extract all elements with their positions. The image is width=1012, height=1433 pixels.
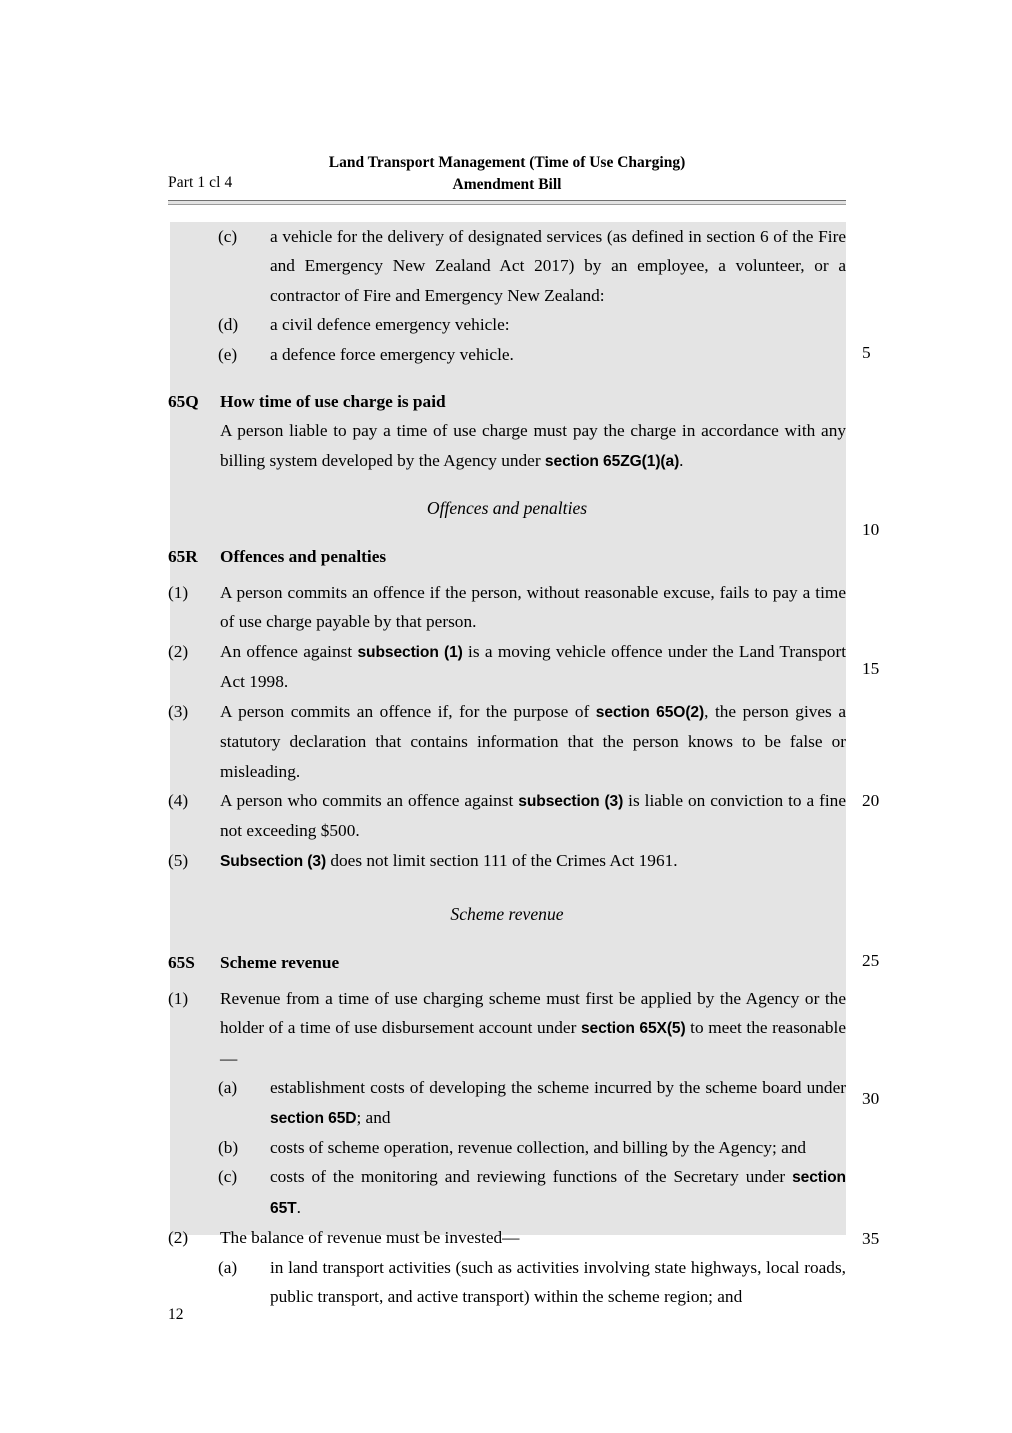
cross-reference[interactable]: section 65ZG(1)(a) [544, 452, 680, 470]
header-rule [168, 200, 846, 205]
list-item [218, 1133, 846, 1162]
spacer [168, 369, 846, 387]
list-item [218, 222, 846, 310]
list-marker: (c) [218, 1167, 238, 1187]
subsection-marker: (1) [168, 988, 189, 1008]
body-text: A person who commits an offence against [220, 790, 519, 810]
section-number: 65S [168, 952, 195, 972]
list-marker: (a) [218, 1078, 238, 1098]
section-65q-body [220, 416, 846, 476]
spacer [168, 876, 846, 900]
subsection [168, 578, 846, 637]
subsection-marker: (4) [168, 790, 189, 810]
body-text: A person commits an offence if, for the purpose of [220, 701, 596, 721]
cross-reference[interactable]: Subsection (3) [220, 852, 327, 870]
section-title: How time of use charge is paid [220, 392, 446, 412]
list-text: costs of scheme operation, revenue collection, and billing by the Agency; and [270, 1137, 807, 1157]
subsection-marker: (2) [168, 1228, 189, 1248]
body-text-tail: to meet the reasonable— [220, 1018, 846, 1068]
section-title: Scheme revenue [220, 952, 340, 972]
subsection-text: A person commits an offence if the person, without reasonable excuse, fails to pay a time of use charge payable by that person. [220, 583, 846, 632]
line-number: 10 [862, 520, 880, 539]
body-text-tail: . [679, 450, 684, 470]
body-text: costs of the monitoring and reviewing functions of the Secretary under [270, 1167, 793, 1187]
section-heading-65r [168, 542, 846, 571]
list-text: a defence force emergency vehicle. [270, 344, 514, 364]
list-item [218, 1162, 846, 1223]
line-number: 35 [862, 1229, 880, 1248]
line-number: 20 [862, 791, 880, 810]
list-marker: (e) [218, 344, 238, 364]
cross-reference[interactable]: section 65D [270, 1109, 357, 1127]
spacer [168, 977, 846, 984]
body-text-tail: . [296, 1197, 301, 1217]
body-text: Revenue from a time of use charging scheme must first be applied by the Agency or the holder of a time of use disbursement account under [220, 988, 846, 1038]
spacer [168, 930, 846, 948]
subsection-text [220, 846, 846, 876]
line-number: 30 [862, 1089, 880, 1108]
subsection-text [220, 786, 846, 846]
crossheading-offences: Offences and penalties [426, 498, 588, 519]
cross-reference[interactable]: subsection (1) [357, 643, 463, 661]
list-item [218, 1073, 846, 1133]
section-number: 65R [168, 546, 198, 566]
subsection-marker: (3) [168, 701, 189, 721]
subsection [168, 786, 846, 846]
subsection-marker: (1) [168, 583, 189, 603]
subsection [168, 637, 846, 697]
body-text-tail: , the person gives a statutory declaration that contains information that the person knows to be false or misleading. [220, 701, 847, 781]
body-text-tail: ; and [356, 1107, 391, 1127]
body-text-tail: is a moving vehicle offence under the Land Transport Act 1998. [220, 641, 846, 692]
body-text: A person liable to pay a time of use charge must pay the charge in accordance with any billing system developed by the Agency under [220, 421, 846, 470]
subsection [168, 846, 846, 876]
list-text: a vehicle for the delivery of designated services (as defined in section 6 of the Fire and Emergency New Zealand Act 2017) by an employee, a volunteer, or a contractor of Fire and Emergency New Zealand: [270, 227, 846, 305]
subsection-text [220, 984, 846, 1073]
header-bill-title [168, 152, 846, 196]
subsection-text [220, 697, 846, 786]
crossheading-scheme-revenue: Scheme revenue [450, 904, 564, 925]
body-text-tail: is liable on conviction to a fine not exceeding $500. [220, 790, 846, 841]
line-number: 25 [862, 951, 880, 970]
section-title: Offences and penalties [220, 546, 387, 566]
list-text [270, 1073, 846, 1133]
section-heading-65q [168, 387, 846, 416]
list-item [218, 340, 846, 369]
body-text: establishment costs of developing the scheme incurred by the scheme board under [270, 1078, 846, 1098]
list-item [218, 310, 846, 339]
document-body [168, 222, 846, 1311]
spacer [168, 571, 846, 578]
list-marker: (c) [218, 227, 238, 246]
subsection [168, 1223, 846, 1252]
subsection-marker: (5) [168, 850, 189, 870]
list-marker: (b) [218, 1137, 239, 1157]
subsection-text: The balance of revenue must be invested— [220, 1228, 520, 1248]
subsection-marker: (2) [168, 641, 189, 661]
line-number: 15 [862, 659, 880, 678]
section-number: 65Q [168, 392, 199, 412]
list-text: a civil defence emergency vehicle: [270, 315, 510, 335]
body-text: An offence against [220, 641, 358, 661]
subsection-text [220, 637, 846, 697]
cross-reference[interactable]: subsection (3) [518, 792, 624, 810]
list-text [270, 1162, 846, 1223]
page-number: 12 [168, 1306, 184, 1323]
header-part-reference: Part 1 cl 4 [168, 174, 233, 191]
cross-reference[interactable]: section 65T [270, 1169, 846, 1217]
cross-reference[interactable]: section 65O(2) [595, 703, 705, 721]
spacer [168, 476, 846, 494]
section-heading-65s [168, 948, 846, 977]
list-text: in land transport activities (such as activities involving state highways, local roads, public transport, and active transport) within the scheme region; and [270, 1257, 846, 1306]
subsection [168, 984, 846, 1073]
body-text-tail: does not limit section 111 of the Crimes Act 1961. [326, 850, 678, 870]
list-marker: (a) [218, 1257, 238, 1277]
header-title-line-2: Amendment Bill [452, 176, 562, 193]
header-title-line-1: Land Transport Management (Time of Use Charging) [328, 154, 686, 171]
cross-reference[interactable]: section 65X(5) [580, 1020, 686, 1038]
list-item [218, 1253, 846, 1312]
line-number: 5 [862, 343, 871, 362]
running-header [168, 152, 846, 196]
spacer [168, 524, 846, 542]
list-marker: (d) [218, 315, 239, 335]
subsection [168, 697, 846, 786]
